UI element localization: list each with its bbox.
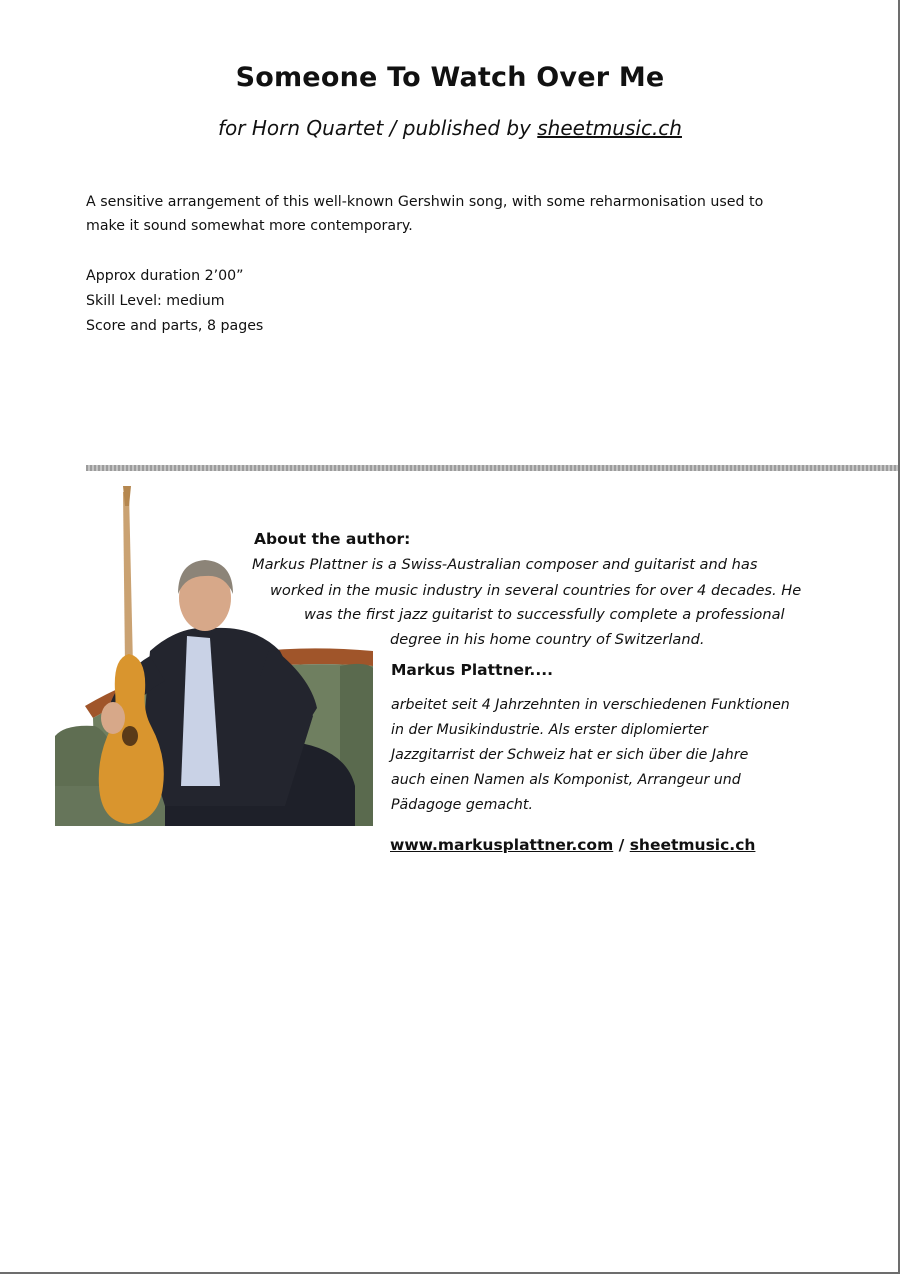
document-subtitle	[0, 116, 900, 140]
about-author-line: worked in the music industry in several countries for over 4 decades. He	[270, 582, 802, 599]
author-website-link[interactable]: www.markusplattner.com	[390, 836, 614, 854]
link-separator: /	[613, 836, 630, 854]
pages-text: Score and parts, 8 pages	[86, 318, 264, 334]
arrangement-details	[86, 264, 263, 339]
german-bio-line: Pädagoge gemacht.	[391, 797, 533, 813]
description-line: make it sound somewhat more contemporary.	[86, 218, 413, 234]
section-divider	[86, 465, 900, 471]
duration-text: Approx duration 2’00”	[86, 268, 244, 284]
german-bio-line: Jazzgitarrist der Schweiz hat er sich über die Jahre	[391, 747, 749, 763]
skill-level-text: Skill Level: medium	[86, 293, 225, 309]
about-author-heading: About the author:	[254, 530, 411, 548]
german-bio-text	[391, 693, 831, 818]
publisher-website-link[interactable]: sheetmusic.ch	[629, 836, 756, 854]
about-author-line: degree in his home country of Switzerland.	[390, 631, 705, 648]
about-author-line: was the first jazz guitarist to successfully complete a professional	[304, 606, 785, 623]
author-links	[390, 836, 755, 854]
document-title: Someone To Watch Over Me	[235, 62, 665, 93]
arrangement-description	[86, 190, 816, 238]
german-bio-line: in der Musikindustrie. Als erster diplomierter	[391, 722, 708, 738]
description-line: A sensitive arrangement of this well-known Gershwin song, with some reharmonisation used to	[86, 194, 764, 210]
german-bio-heading: Markus Plattner....	[391, 661, 553, 679]
german-bio-line: arbeitet seit 4 Jahrzehnten in verschiedenen Funktionen	[391, 697, 790, 713]
about-author-line: Markus Plattner is a Swiss-Australian composer and guitarist and has	[252, 556, 758, 573]
publisher-link[interactable]: sheetmusic.ch	[537, 116, 682, 140]
subtitle-text: for Horn Quartet / published by	[218, 116, 538, 140]
german-bio-line: auch einen Namen als Komponist, Arrangeur und	[391, 772, 741, 788]
